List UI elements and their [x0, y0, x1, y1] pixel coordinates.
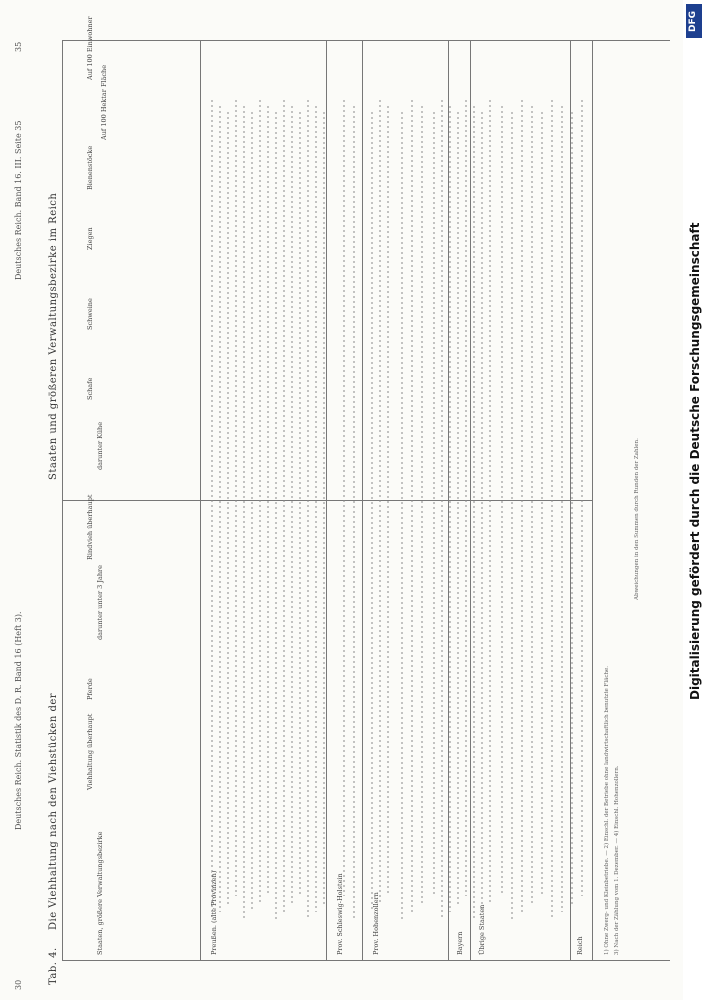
row-group-hohenzollern: Prov. Hohenzollern	[372, 892, 380, 955]
left-page-number: 30	[14, 979, 23, 990]
dfg-watermark-text: Digitalisierung gefördert durch die Deutsche Forschungsgemeinschaft	[688, 222, 702, 700]
table-data-body	[62, 40, 592, 960]
col-header-cows: darunter Kühe	[96, 421, 104, 470]
col-header-per-inhabitant: Auf 100 Einwohner	[86, 16, 94, 80]
table-title-left: Die Viehhaltung nach den Viehstücken der	[48, 692, 59, 930]
right-running-head: Deutsches Reich. Band 16. III. Seite 35	[14, 120, 23, 280]
col-header-cattle: Rindvieh überhaupt	[86, 494, 94, 560]
col-header-young: darunter unter 3 Jahre	[96, 565, 104, 640]
table-number: Tab. 4.	[48, 947, 59, 985]
col-header-pigs: Schweine	[86, 298, 94, 330]
col-header-sheep: Schafe	[86, 377, 94, 400]
col-header-state: Staaten, größere Verwaltungsbezirke	[96, 831, 104, 955]
row-group-other: Übrige Staaten	[478, 904, 486, 955]
row-group-bavaria: Bayern	[456, 931, 464, 955]
table-bottom-rule	[62, 960, 670, 961]
col-header-goats: Ziegen	[86, 227, 94, 250]
col-header-per-area: Auf 100 Hektar Fläche	[100, 64, 108, 140]
footnote-3: Abweichungen in den Summen durch Runden der Zahlen.	[634, 438, 640, 600]
col-header-total: Viehhaltung überhaupt	[86, 713, 94, 790]
dfg-logo: DFG	[686, 4, 702, 38]
table-title-right: Staaten und größeren Verwaltungsbezirke im Reich	[48, 192, 59, 480]
table-right-rule	[592, 40, 593, 960]
row-group-reich: Reich	[576, 936, 584, 955]
footnote-1: 1) Ohne Zwerg- und Kleinbetriebe. — 2) Einschl. der Betriebe ohne landwirtschaftlich benutzte Fläche.	[604, 665, 610, 955]
row-group-prussia: Preußen. (alte Provinzen)	[210, 870, 218, 955]
right-page-number: 35	[14, 41, 23, 52]
col-header-bees: Bienenstöcke	[86, 145, 94, 190]
row-group-schleswig: Prov. Schleswig-Holstein	[336, 873, 344, 955]
footnote-2: 3) Nach der Zählung vom 1. Dezember. — 4) Einschl. Hohenzollern.	[614, 765, 620, 955]
left-running-head: Deutsches Reich. Statistik des D. R. Band 16 (Heft 3).	[14, 611, 23, 830]
col-header-horses: Pferde	[86, 678, 94, 700]
